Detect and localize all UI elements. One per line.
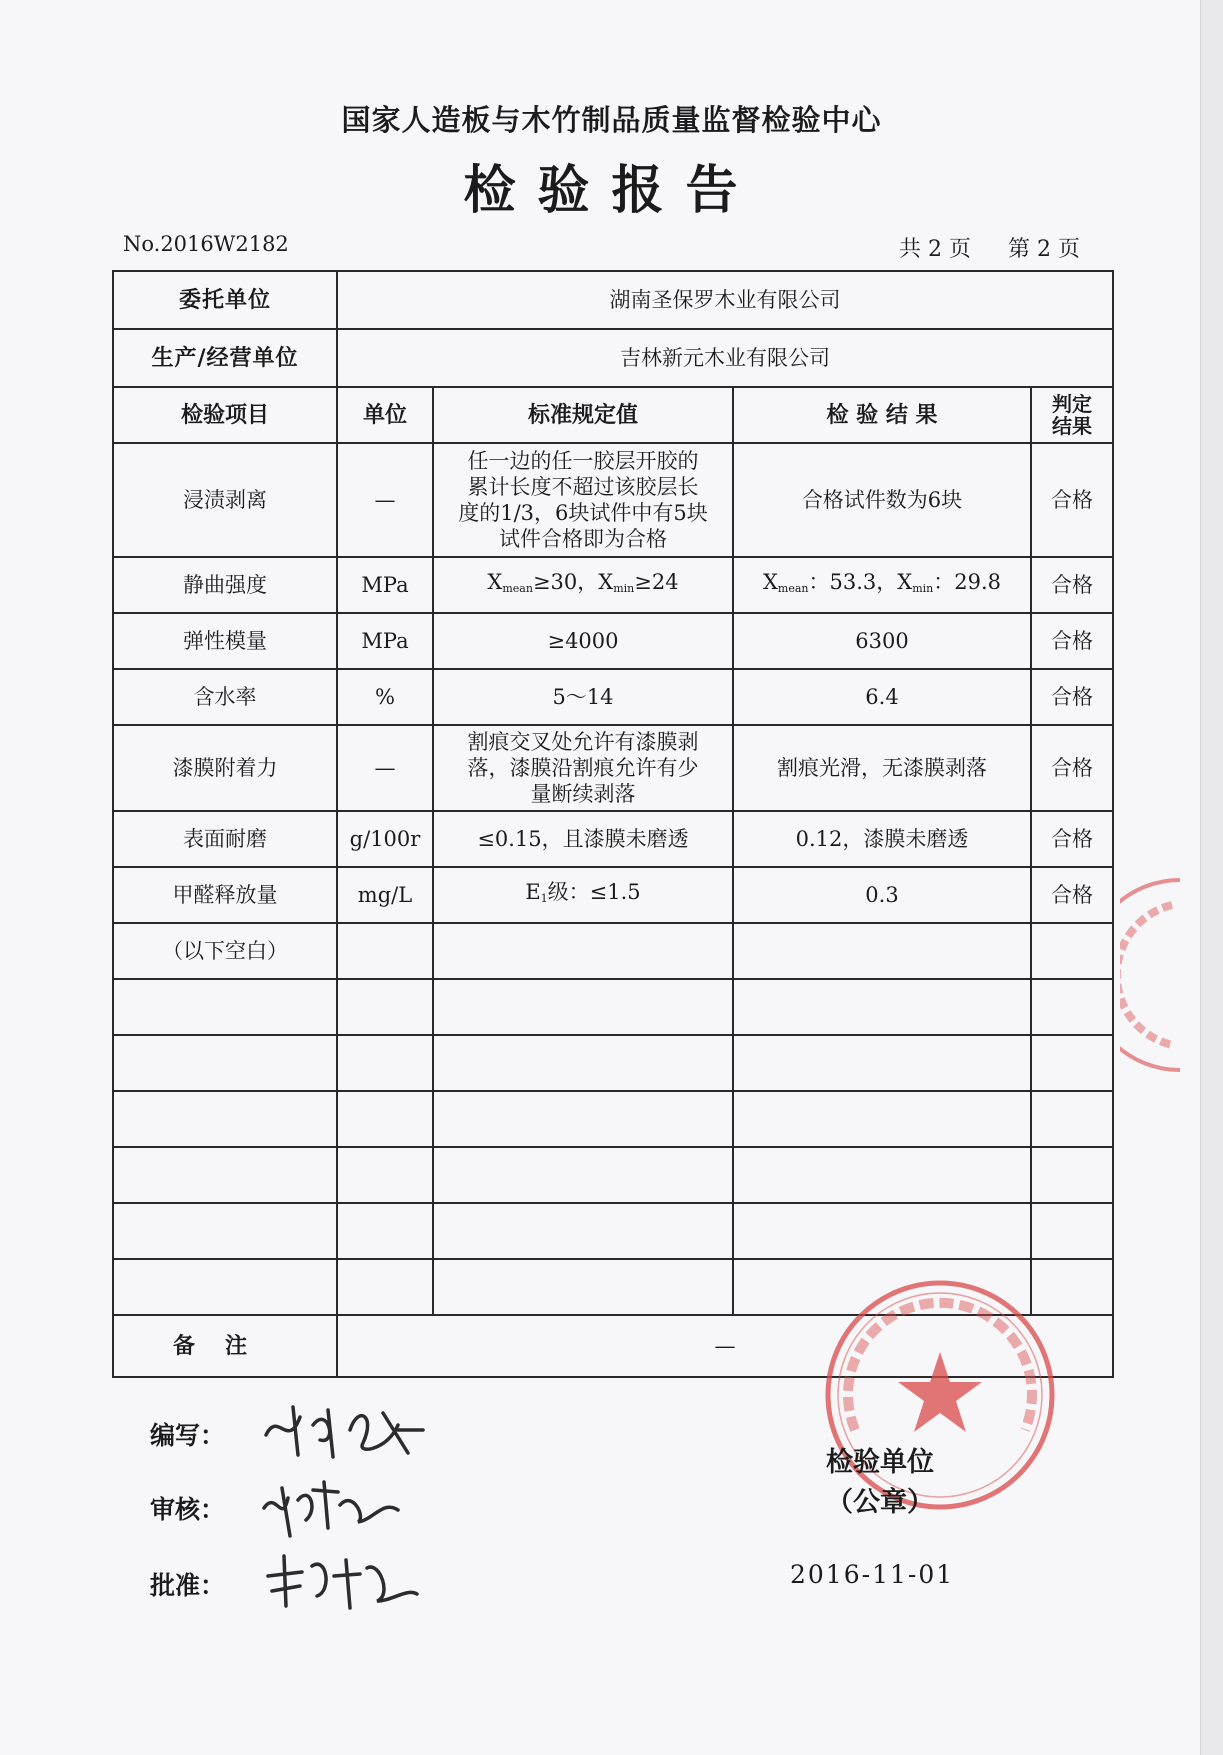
row-standard-line: 落，漆膜沿割痕允许有少 xyxy=(467,756,699,780)
row-standard-line: 度的1/3，6块试件中有5块 xyxy=(458,501,708,525)
subscript-min: min xyxy=(613,581,635,595)
inspection-table xyxy=(112,270,1114,1378)
table-row xyxy=(113,867,1113,923)
col-judge-header-line1: 判定 xyxy=(1052,392,1092,416)
row-result: 6.4 xyxy=(733,669,1031,725)
empty-row xyxy=(113,979,1113,1035)
row-standard xyxy=(433,557,733,613)
row-result: 合格试件数为6块 xyxy=(733,443,1031,557)
report-number: No.2016W2182 xyxy=(123,232,289,256)
subscript-min: min xyxy=(912,581,934,595)
row-standard-line: 任一边的任一胶层开胶的 xyxy=(467,449,699,473)
reviewer-signature-icon xyxy=(258,1470,408,1540)
result-text: ：29.8 xyxy=(933,569,1002,594)
standard-text: ≥24 xyxy=(634,569,679,594)
issuer-block xyxy=(800,1443,960,1523)
row-item: 漆膜附着力 xyxy=(113,725,337,811)
col-judge-header xyxy=(1031,387,1113,443)
blank-marker: （以下空白） xyxy=(113,923,337,979)
issuer-name: 检验单位 xyxy=(826,1447,934,1478)
row-standard-line: 割痕交叉处允许有漆膜剥 xyxy=(467,730,699,754)
col-result-header: 检 验 结 果 xyxy=(733,387,1031,443)
row-judge: 合格 xyxy=(1031,613,1113,669)
report-title: 检验报告 xyxy=(463,160,760,221)
empty-row xyxy=(113,1091,1113,1147)
reviewer-label: 审核： xyxy=(150,1495,226,1524)
row-standard: ≤0.15，且漆膜未磨透 xyxy=(433,811,733,867)
writer-label: 编写： xyxy=(150,1421,226,1450)
table-row xyxy=(113,811,1113,867)
organization-title: 国家人造板与木竹制品质量监督检验中心 xyxy=(341,103,882,137)
table-row xyxy=(113,725,1113,811)
row-standard: ≥4000 xyxy=(433,613,733,669)
col-item-header: 检验项目 xyxy=(113,387,337,443)
row-standard: 5～14 xyxy=(433,669,733,725)
row-item: 含水率 xyxy=(113,669,337,725)
table-row xyxy=(113,557,1113,613)
row-item: 浸渍剥离 xyxy=(113,443,337,557)
column-header-row xyxy=(113,387,1113,443)
subscript-1: 1 xyxy=(540,891,548,905)
total-pages: 共 2 页 xyxy=(899,237,972,262)
approver-signature-icon xyxy=(262,1546,422,1616)
approver-label: 批准： xyxy=(150,1571,226,1600)
row-standard-line: 累计长度不超过该胶层长 xyxy=(467,475,699,499)
row-result: 割痕光滑，无漆膜剥落 xyxy=(733,725,1031,811)
row-judge: 合格 xyxy=(1031,443,1113,557)
row-item: 弹性模量 xyxy=(113,613,337,669)
row-unit: g/100r xyxy=(337,811,433,867)
empty-row xyxy=(113,1147,1113,1203)
subscript-mean: mean xyxy=(777,581,809,595)
row-unit: MPa xyxy=(337,613,433,669)
row-unit: % xyxy=(337,669,433,725)
row-judge: 合格 xyxy=(1031,811,1113,867)
producer-label: 生产/经营单位 xyxy=(113,329,337,387)
table-row xyxy=(113,669,1113,725)
row-unit: — xyxy=(337,443,433,557)
row-judge: 合格 xyxy=(1031,557,1113,613)
standard-text: ≥30，X xyxy=(532,569,614,594)
partial-seal-icon xyxy=(1120,875,1180,1075)
empty-row xyxy=(113,1035,1113,1091)
row-item: 静曲强度 xyxy=(113,557,337,613)
col-standard-header: 标准规定值 xyxy=(433,387,733,443)
row-unit: — xyxy=(337,725,433,811)
note-label: 备注 xyxy=(113,1315,337,1377)
row-standard xyxy=(433,725,733,811)
producer-value: 吉林新元木业有限公司 xyxy=(337,329,1113,387)
row-result: 0.3 xyxy=(733,867,1031,923)
row-standard-line: 试件合格即为合格 xyxy=(499,527,667,551)
writer-signature-icon xyxy=(258,1395,428,1465)
note-value: — xyxy=(337,1315,1113,1377)
row-result: 6300 xyxy=(733,613,1031,669)
col-unit-header: 单位 xyxy=(337,387,433,443)
current-page: 第 2 页 xyxy=(1008,237,1080,262)
table-row xyxy=(113,443,1113,557)
underlying-page-edge xyxy=(1200,0,1223,1755)
row-judge: 合格 xyxy=(1031,669,1113,725)
standard-text: 级：≤1.5 xyxy=(547,879,641,904)
subscript-mean: mean xyxy=(502,581,533,595)
blank-marker-row xyxy=(113,923,1113,979)
row-judge: 合格 xyxy=(1031,725,1113,811)
col-judge-header-line2: 结果 xyxy=(1052,414,1092,438)
symbol-x: X xyxy=(762,569,778,594)
row-result xyxy=(733,557,1031,613)
symbol-x: X xyxy=(487,569,503,594)
row-item: 甲醛释放量 xyxy=(113,867,337,923)
symbol-e: E xyxy=(525,879,541,904)
row-standard-line: 量断续剥落 xyxy=(530,782,636,806)
page-indicator xyxy=(889,232,1080,263)
row-unit: MPa xyxy=(337,557,433,613)
row-judge: 合格 xyxy=(1031,867,1113,923)
client-value: 湖南圣保罗木业有限公司 xyxy=(337,271,1113,329)
issuer-seal-note: （公章） xyxy=(826,1487,934,1518)
row-unit: mg/L xyxy=(337,867,433,923)
client-row xyxy=(113,271,1113,329)
producer-row xyxy=(113,329,1113,387)
row-result: 0.12，漆膜未磨透 xyxy=(733,811,1031,867)
empty-row xyxy=(113,1203,1113,1259)
issue-date: 2016-11-01 xyxy=(790,1560,955,1589)
row-standard xyxy=(433,443,733,557)
row-item: 表面耐磨 xyxy=(113,811,337,867)
client-label: 委托单位 xyxy=(113,271,337,329)
row-standard xyxy=(433,867,733,923)
result-text: ：53.3，X xyxy=(808,569,913,594)
table-row xyxy=(113,613,1113,669)
